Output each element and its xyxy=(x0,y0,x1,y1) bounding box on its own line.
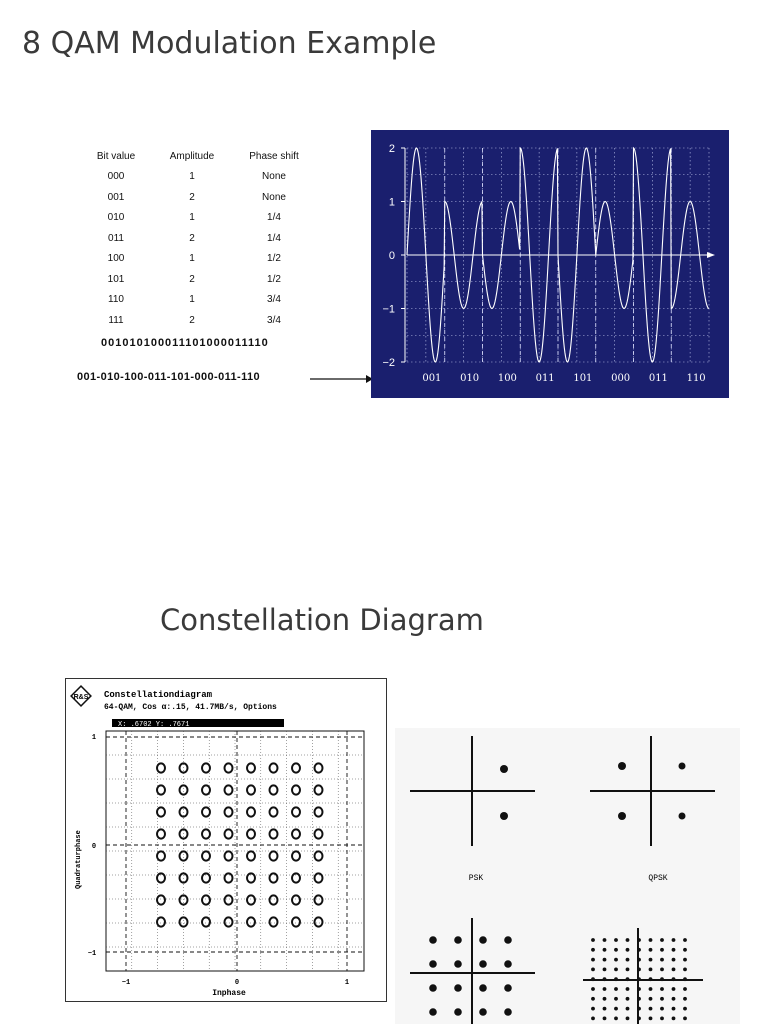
constellation-point xyxy=(614,948,618,952)
constellation-point xyxy=(454,984,462,992)
constellation-point xyxy=(614,977,618,981)
arrow-icon xyxy=(310,373,374,385)
constellation-point xyxy=(626,968,630,972)
constellation-point xyxy=(614,958,618,962)
table-row xyxy=(78,208,318,229)
constellation-point xyxy=(672,958,676,962)
constellation-point xyxy=(672,968,676,972)
constellation-point xyxy=(660,997,664,1001)
table-row xyxy=(78,310,318,331)
constellation-point xyxy=(660,1017,664,1021)
constellation-point xyxy=(660,938,664,942)
y-tick-label: −1 xyxy=(382,303,395,316)
constellation-point xyxy=(637,1017,641,1021)
plot-subtitle: 64-QAM, Cos α:.15, 41.7MB/s, Options xyxy=(104,703,277,712)
slide-title-constellation: Constellation Diagram xyxy=(160,603,484,637)
constellation-point xyxy=(591,948,595,952)
y-tick-label: 0 xyxy=(91,843,97,851)
constellation-point xyxy=(591,938,595,942)
qam16-diagram xyxy=(410,918,535,1024)
constellation-point xyxy=(504,984,512,992)
constellation-point xyxy=(603,997,607,1001)
table-cell: 100 xyxy=(107,253,125,265)
table-cell: 1/4 xyxy=(267,232,281,244)
y-tick-label: −2 xyxy=(382,357,395,369)
qam64-diagram xyxy=(583,928,703,1024)
constellation-point xyxy=(504,936,512,944)
table-cell: 3/4 xyxy=(267,314,281,326)
constellation-point xyxy=(649,997,653,1001)
constellation-point xyxy=(683,938,687,942)
constellation-point xyxy=(660,968,664,972)
rs-logo xyxy=(71,686,91,706)
constellation-point xyxy=(672,987,676,991)
bit-mapping-table xyxy=(78,146,318,331)
constellation-point xyxy=(660,1007,664,1011)
table-cell: 1/2 xyxy=(267,273,281,285)
constellation-point xyxy=(429,984,437,992)
constellation-point xyxy=(618,762,626,770)
constellation-point xyxy=(479,1008,487,1016)
table-cell: 2 xyxy=(189,191,195,203)
constellation-point xyxy=(504,1008,512,1016)
table-cell: 1 xyxy=(189,294,195,306)
psk-diagram xyxy=(410,736,535,846)
constellation-point xyxy=(660,948,664,952)
table-cell: 1/2 xyxy=(267,253,281,265)
table-cell: 010 xyxy=(107,212,125,224)
constellation-point xyxy=(637,987,641,991)
table-cell: 111 xyxy=(108,314,124,326)
table-cell: 000 xyxy=(107,171,125,183)
constellation-point xyxy=(672,1007,676,1011)
table-cell: None xyxy=(262,171,286,183)
constellation-point xyxy=(614,987,618,991)
y-tick-label: 1 xyxy=(91,734,97,742)
symbol-label: 000 xyxy=(611,373,631,384)
table-row xyxy=(78,269,318,290)
constellation-point xyxy=(660,987,664,991)
constellation-point xyxy=(626,1007,630,1011)
constellation-point xyxy=(626,1017,630,1021)
constellation-point xyxy=(672,997,676,1001)
table-cell: 011 xyxy=(108,232,124,244)
constellation-point xyxy=(683,987,687,991)
constellation-point xyxy=(649,968,653,972)
table-cell: 001 xyxy=(107,191,125,203)
constellation-point xyxy=(672,938,676,942)
table-row xyxy=(78,290,318,311)
column-header: Amplitude xyxy=(169,150,215,162)
table-row xyxy=(78,167,318,188)
constellation-point xyxy=(626,938,630,942)
x-tick-label: 1 xyxy=(344,979,350,987)
logo-text: R&S xyxy=(73,694,89,701)
constellation-point xyxy=(500,765,508,773)
constellation-point xyxy=(429,936,437,944)
psk-label: PSK xyxy=(468,874,484,883)
constellation-point xyxy=(626,987,630,991)
constellation-point xyxy=(603,948,607,952)
constellation-point xyxy=(637,997,641,1001)
constellation-point xyxy=(637,948,641,952)
constellation-point xyxy=(603,968,607,972)
constellation-point xyxy=(683,997,687,1001)
constellation-point xyxy=(637,938,641,942)
table-row xyxy=(78,228,318,249)
constellation-point xyxy=(603,958,607,962)
table-row xyxy=(78,249,318,270)
symbol-label: 010 xyxy=(460,373,480,384)
constellation-point xyxy=(591,968,595,972)
constellation-point xyxy=(626,977,630,981)
symbol-label: 100 xyxy=(497,373,517,384)
constellation-point xyxy=(649,1007,653,1011)
constellation-point xyxy=(591,987,595,991)
constellation-point xyxy=(591,977,595,981)
constellation-examples xyxy=(395,728,740,1024)
constellation-point xyxy=(603,938,607,942)
constellation-point xyxy=(660,958,664,962)
constellation-point xyxy=(429,960,437,968)
constellation-point xyxy=(626,958,630,962)
table-cell: 2 xyxy=(189,314,195,326)
symbol-label: 001 xyxy=(422,373,442,384)
table-cell: 1 xyxy=(189,212,195,224)
constellation-point xyxy=(683,948,687,952)
constellation-point xyxy=(504,960,512,968)
constellation-point xyxy=(454,960,462,968)
constellation-point xyxy=(454,936,462,944)
constellation-point xyxy=(603,987,607,991)
constellation-point xyxy=(679,813,686,820)
table-cell: 2 xyxy=(189,273,195,285)
table-cell: 2 xyxy=(189,232,195,244)
symbol-label: 101 xyxy=(573,373,593,384)
constellation-point xyxy=(479,960,487,968)
constellation-point xyxy=(479,984,487,992)
column-header: Phase shift xyxy=(249,150,299,162)
symbol-label: 011 xyxy=(648,373,668,384)
constellation-point xyxy=(603,1017,607,1021)
constellation-point xyxy=(614,1017,618,1021)
table-row xyxy=(78,187,318,208)
constellation-point xyxy=(591,958,595,962)
constellation-point xyxy=(637,958,641,962)
constellation-point xyxy=(683,1017,687,1021)
constellation-point xyxy=(500,812,508,820)
qpsk-label: QPSK xyxy=(648,874,668,883)
y-axis-label: Quadraturphase xyxy=(75,830,83,889)
symbol-label: 110 xyxy=(686,373,706,384)
constellation-point xyxy=(672,1017,676,1021)
qpsk-diagram xyxy=(590,736,715,846)
constellation-point xyxy=(672,977,676,981)
readout-text: X: .6702 Y: .7671 xyxy=(118,721,190,729)
constellation-point xyxy=(614,997,618,1001)
constellation-point xyxy=(626,948,630,952)
constellation-point xyxy=(637,977,641,981)
constellation-plot-64qam xyxy=(65,678,387,1002)
constellation-point xyxy=(679,763,686,770)
qam-waveform-plot xyxy=(371,130,729,398)
constellation-point xyxy=(637,1007,641,1011)
constellation-point xyxy=(614,1007,618,1011)
slide-title-qam: 8 QAM Modulation Example xyxy=(22,26,437,61)
bit-sequence: 001010100011101000011110 xyxy=(101,337,269,349)
table-cell: 1/4 xyxy=(267,212,281,224)
constellation-point xyxy=(603,1007,607,1011)
constellation-point xyxy=(479,936,487,944)
constellation-point xyxy=(614,938,618,942)
plot-title: Constellationdiagram xyxy=(104,690,213,700)
y-tick-label: −1 xyxy=(87,950,97,958)
table-cell: 1 xyxy=(189,171,195,183)
constellation-point xyxy=(660,977,664,981)
constellation-point xyxy=(649,948,653,952)
column-header: Bit value xyxy=(96,150,136,162)
constellation-point xyxy=(603,977,607,981)
x-tick-label: −1 xyxy=(121,979,131,987)
table-cell: 3/4 xyxy=(267,294,281,306)
table-cell: 101 xyxy=(107,273,125,285)
constellation-point xyxy=(637,968,641,972)
y-tick-label: 1 xyxy=(388,196,395,209)
constellation-point xyxy=(683,1007,687,1011)
constellation-point xyxy=(649,938,653,942)
y-tick-label: 0 xyxy=(388,250,395,262)
constellation-point xyxy=(429,1008,437,1016)
constellation-point xyxy=(454,1008,462,1016)
constellation-point xyxy=(591,1007,595,1011)
constellation-point xyxy=(618,812,626,820)
constellation-point xyxy=(649,977,653,981)
constellation-point xyxy=(649,958,653,962)
constellation-point xyxy=(683,958,687,962)
x-tick-label: 0 xyxy=(234,979,240,987)
constellation-point xyxy=(626,997,630,1001)
table-cell: None xyxy=(262,191,286,203)
table-cell: 1 xyxy=(189,253,195,265)
constellation-point xyxy=(672,948,676,952)
constellation-point xyxy=(683,977,687,981)
grouped-sequence: 001-010-100-011-101-000-011-110 xyxy=(77,371,261,383)
constellation-point xyxy=(649,1017,653,1021)
x-axis-label: Inphase xyxy=(212,989,246,998)
table-cell: 110 xyxy=(108,294,124,306)
constellation-point xyxy=(591,997,595,1001)
table-header-row xyxy=(78,146,318,167)
symbol-label: 011 xyxy=(535,373,555,384)
constellation-point xyxy=(649,987,653,991)
constellation-point xyxy=(591,1017,595,1021)
constellation-point xyxy=(683,968,687,972)
y-tick-label: 2 xyxy=(388,143,395,155)
constellation-point xyxy=(614,968,618,972)
